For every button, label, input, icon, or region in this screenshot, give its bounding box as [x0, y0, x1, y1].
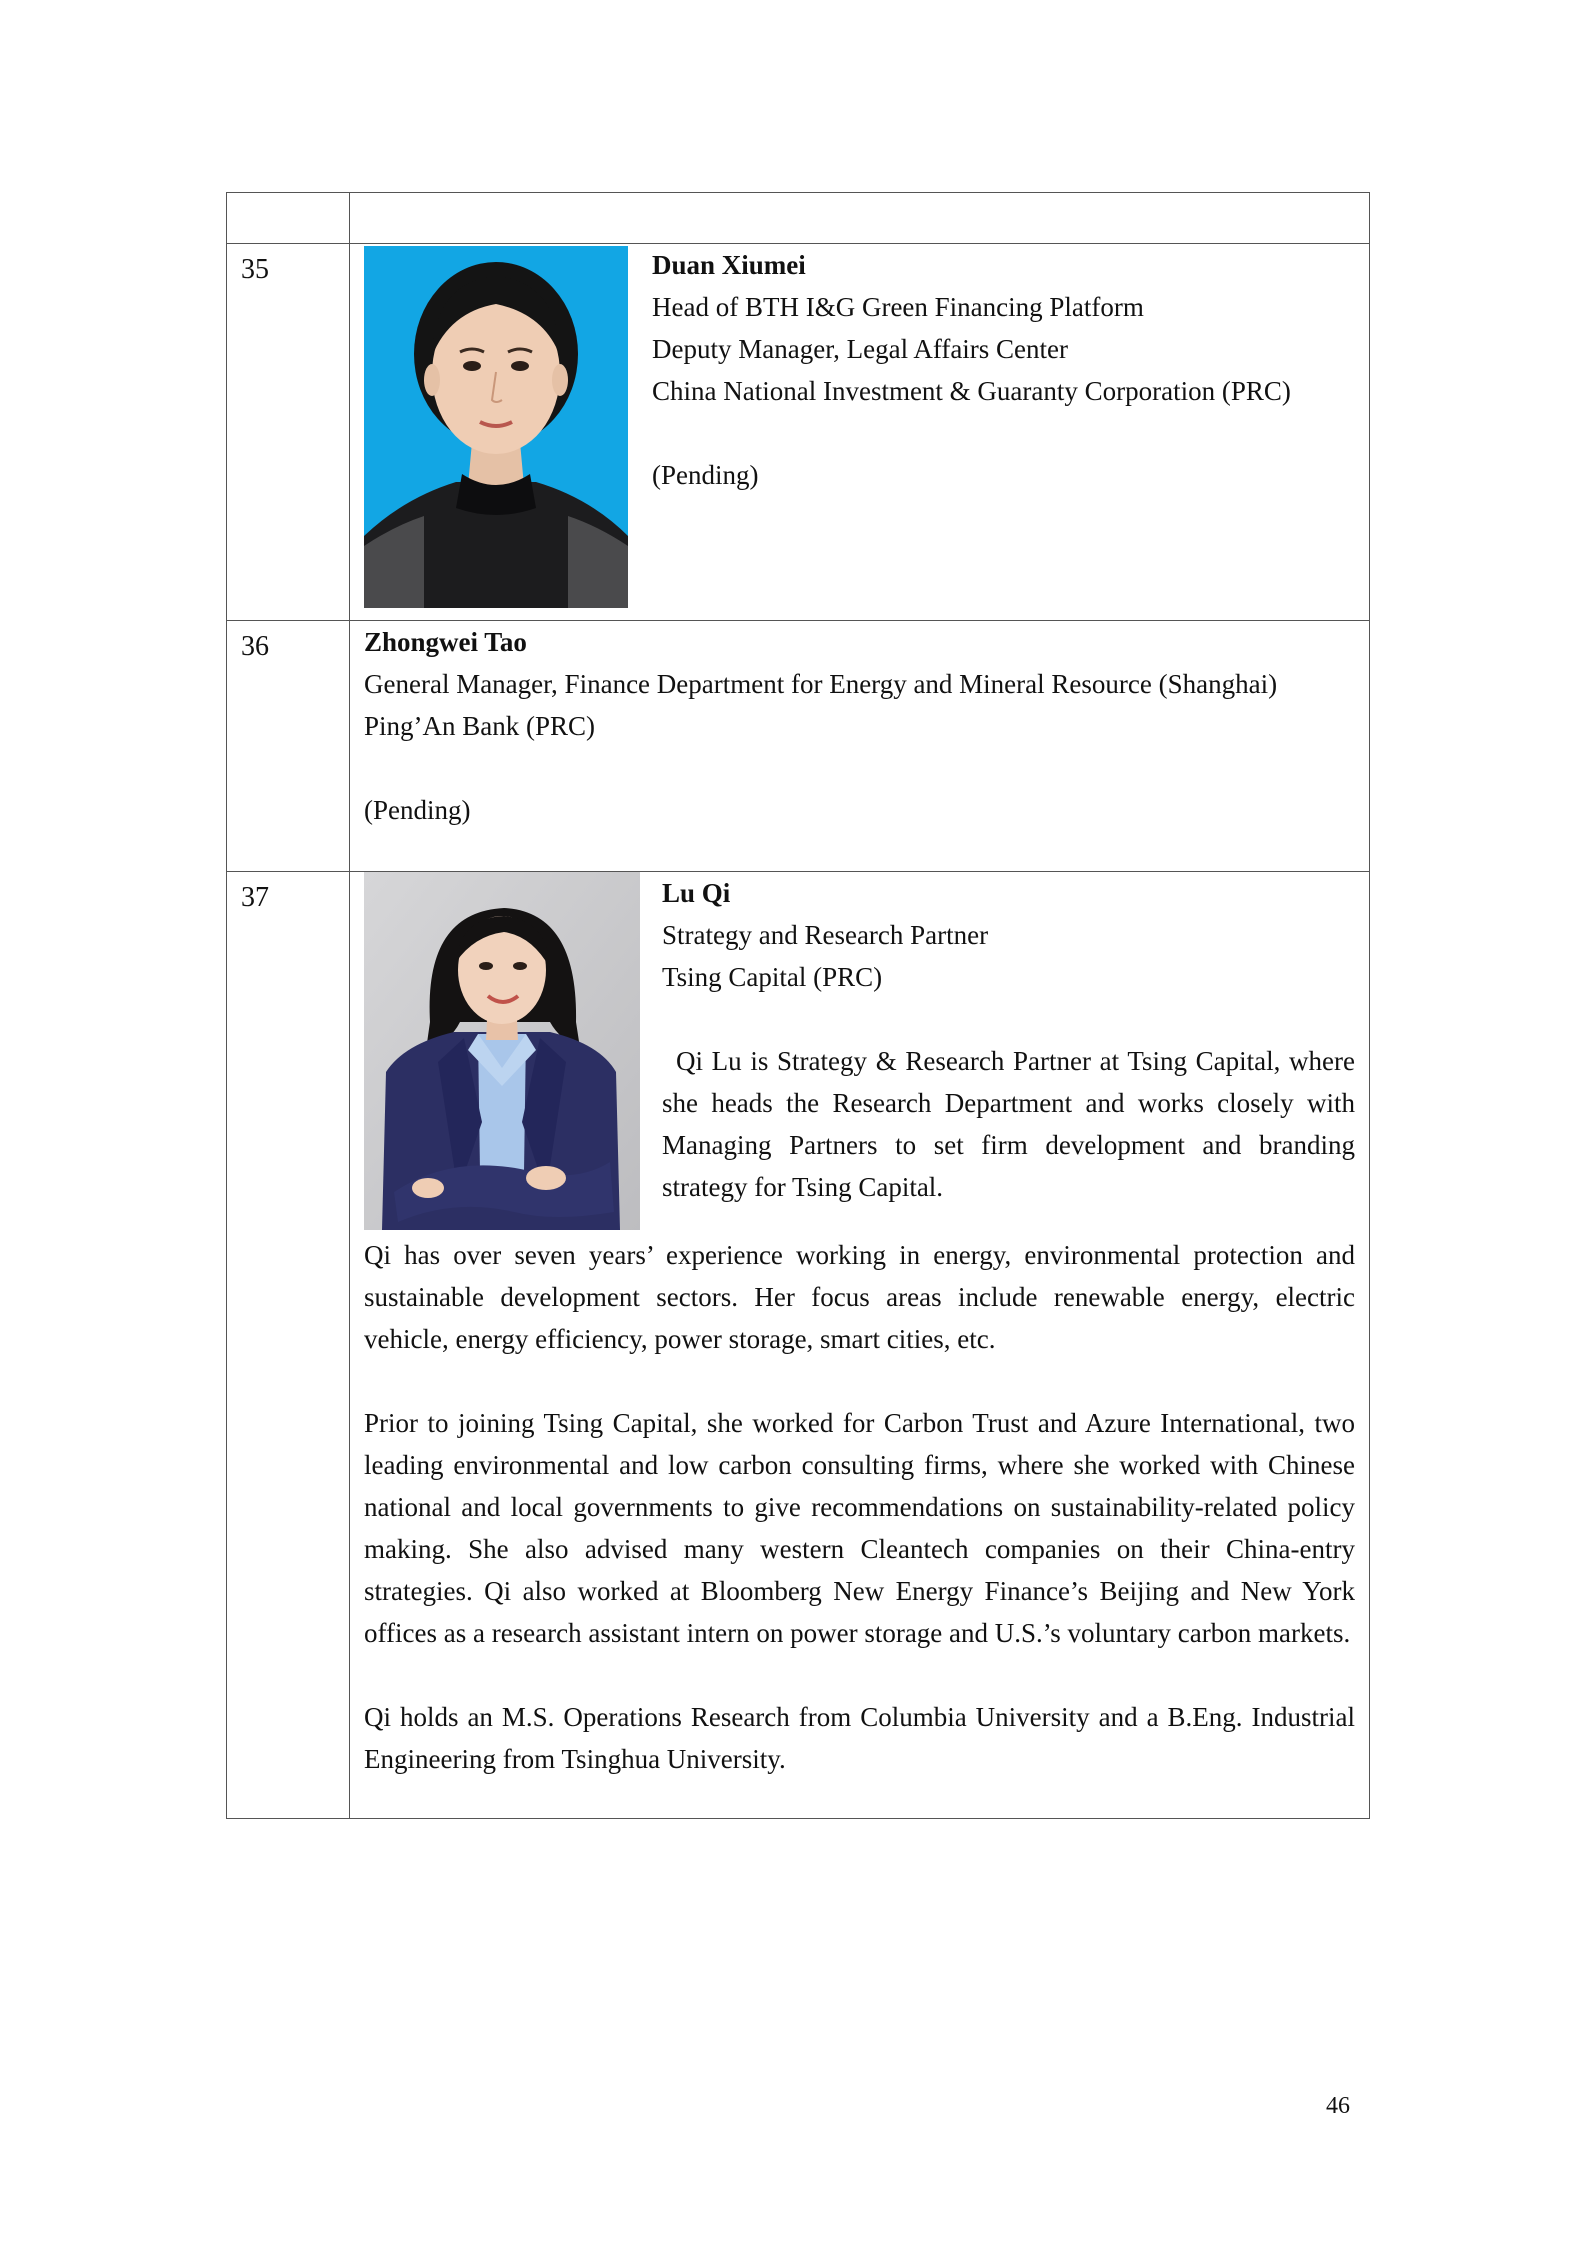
- entry-info: [662, 872, 1355, 1230]
- status-text: (Pending): [364, 795, 471, 825]
- speaker-organization: Ping’An Bank (PRC): [364, 711, 596, 741]
- speaker-organization: China National Investment & Guaranty Corporation (PRC): [652, 376, 1291, 406]
- empty-cell: [350, 193, 1370, 244]
- status-text: (Pending): [652, 460, 759, 490]
- empty-cell: [227, 193, 350, 244]
- row-number: 37: [227, 872, 350, 1819]
- speaker-title-line: Strategy and Research Partner: [662, 920, 989, 950]
- portrait-photo: [364, 246, 628, 608]
- table-row: [227, 244, 1370, 621]
- bio-intro: Qi Lu is Strategy & Research Partner at Tsing Capital, where she heads the Research Department and works closely with Managing Partners to set firm development and branding strategy for Tsing Capital.: [662, 1046, 1355, 1202]
- speaker-table: [226, 192, 1370, 1819]
- speaker-name: Zhongwei Tao: [364, 627, 527, 657]
- speaker-title-line: Head of BTH I&G Green Financing Platform: [652, 292, 1144, 322]
- page-number: 46: [1326, 2093, 1350, 2119]
- speaker-name: Lu Qi: [662, 878, 731, 908]
- table-row: [227, 621, 1370, 872]
- bio-paragraph: Qi holds an M.S. Operations Research from Columbia University and a B.Eng. Industrial Engineering from Tsinghua University.: [364, 1702, 1355, 1774]
- portrait-photo: [364, 872, 640, 1230]
- speaker-name: Duan Xiumei: [652, 250, 806, 280]
- speaker-organization: Tsing Capital (PRC): [662, 962, 883, 992]
- row-number: 36: [227, 621, 350, 872]
- speaker-title-line: Deputy Manager, Legal Affairs Center: [652, 334, 1069, 364]
- speaker-title-line: General Manager, Finance Department for Energy and Mineral Resource (Shanghai): [364, 669, 1278, 699]
- table-row: [227, 872, 1370, 1819]
- entry-info: [652, 244, 1291, 620]
- entry-cell: [350, 244, 1370, 621]
- row-number: 35: [227, 244, 350, 621]
- table-header-row: [227, 193, 1370, 244]
- bio-paragraph: Qi has over seven years’ experience working in energy, environmental protection and sustainable development sectors. Her focus areas include renewable energy, electric vehicle, energy efficiency, power storage, smart cities, etc.: [364, 1240, 1355, 1354]
- entry-cell: [350, 621, 1370, 872]
- entry-cell: [350, 872, 1370, 1819]
- bio-paragraph: Prior to joining Tsing Capital, she worked for Carbon Trust and Azure International, two leading environmental and low carbon consulting firms, where she worked with Chinese national and local governments to give recommendations on sustainability-related policy making. She also advised many western Cleantech companies on their China-entry strategies. Qi also worked at Bloomberg New Energy Finance’s Beijing and New York offices as a research assistant intern on power storage and U.S.’s voluntary carbon markets.: [364, 1408, 1355, 1648]
